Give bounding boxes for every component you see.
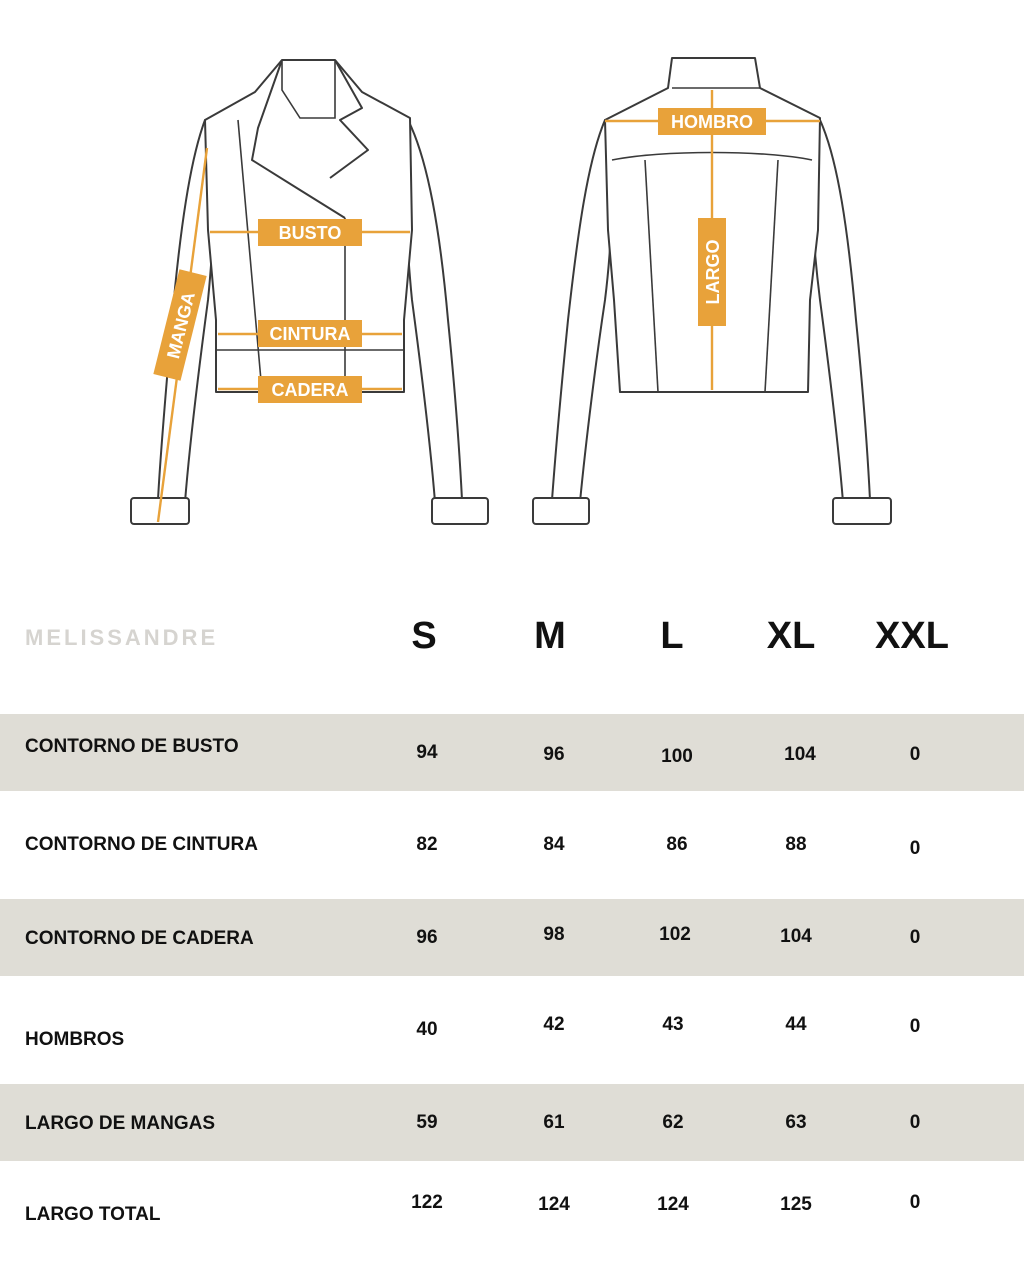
cell-xxl: 0 bbox=[909, 838, 921, 859]
cell-s: 40 bbox=[416, 1019, 438, 1040]
row-label: LARGO DE MANGAS bbox=[25, 1113, 215, 1134]
cell-xl: 104 bbox=[780, 926, 812, 947]
jacket-measurement-diagram bbox=[0, 0, 1024, 560]
cell-xl: 88 bbox=[785, 834, 807, 855]
row-label: LARGO TOTAL bbox=[25, 1204, 161, 1225]
table-row-cadera bbox=[0, 899, 1024, 976]
size-header-xl: XL bbox=[766, 615, 816, 657]
cell-m: 84 bbox=[543, 834, 565, 855]
row-label: CONTORNO DE CADERA bbox=[25, 928, 254, 949]
cell-xl: 63 bbox=[785, 1112, 807, 1133]
hombro-label: HOMBRO bbox=[671, 112, 753, 132]
row-label: CONTORNO DE CINTURA bbox=[25, 834, 258, 855]
table-row-hombros bbox=[0, 976, 1024, 1084]
size-header-l: L bbox=[660, 615, 684, 657]
cell-m: 61 bbox=[543, 1112, 565, 1133]
cell-xxl: 0 bbox=[909, 1192, 921, 1213]
jacket-front-view bbox=[131, 60, 488, 524]
cell-l: 86 bbox=[666, 834, 688, 855]
table-row-cintura bbox=[0, 791, 1024, 899]
cell-xxl: 0 bbox=[909, 927, 921, 948]
largo-label: LARGO bbox=[703, 239, 723, 305]
cell-m: 42 bbox=[543, 1014, 565, 1035]
cell-s: 82 bbox=[416, 834, 438, 855]
table-row-mangas bbox=[0, 1084, 1024, 1161]
cell-s: 96 bbox=[416, 927, 438, 948]
cell-m: 98 bbox=[543, 924, 565, 945]
cell-l: 43 bbox=[662, 1014, 684, 1035]
brand-name: MELISSANDRE bbox=[25, 625, 219, 650]
busto-label: BUSTO bbox=[278, 223, 342, 243]
cell-s: 122 bbox=[411, 1192, 443, 1213]
cintura-label: CINTURA bbox=[269, 324, 351, 344]
cell-xl: 104 bbox=[784, 744, 816, 765]
manga-label: MANGA bbox=[163, 289, 199, 361]
cell-xxl: 0 bbox=[909, 744, 921, 765]
cadera-label: CADERA bbox=[271, 380, 349, 400]
row-label: CONTORNO DE BUSTO bbox=[25, 736, 239, 757]
cell-xxl: 0 bbox=[909, 1112, 921, 1133]
cell-xl: 44 bbox=[785, 1014, 807, 1035]
row-label: HOMBROS bbox=[25, 1029, 125, 1050]
table-row-busto bbox=[0, 714, 1024, 791]
cell-s: 59 bbox=[416, 1112, 438, 1133]
cell-m: 124 bbox=[538, 1194, 570, 1215]
size-header-m: M bbox=[534, 615, 566, 657]
cell-l: 102 bbox=[659, 924, 691, 945]
cell-l: 100 bbox=[661, 746, 693, 767]
cell-xl: 125 bbox=[780, 1194, 812, 1215]
size-header-s: S bbox=[411, 615, 437, 657]
cell-l: 62 bbox=[662, 1112, 684, 1133]
table-row-largo-total bbox=[0, 1161, 1024, 1271]
jacket-back-view bbox=[533, 58, 891, 524]
cell-xxl: 0 bbox=[909, 1016, 921, 1037]
size-header-xxl: XXL bbox=[875, 615, 949, 657]
cell-m: 96 bbox=[543, 744, 565, 765]
cell-l: 124 bbox=[657, 1194, 689, 1215]
cell-s: 94 bbox=[416, 742, 438, 763]
